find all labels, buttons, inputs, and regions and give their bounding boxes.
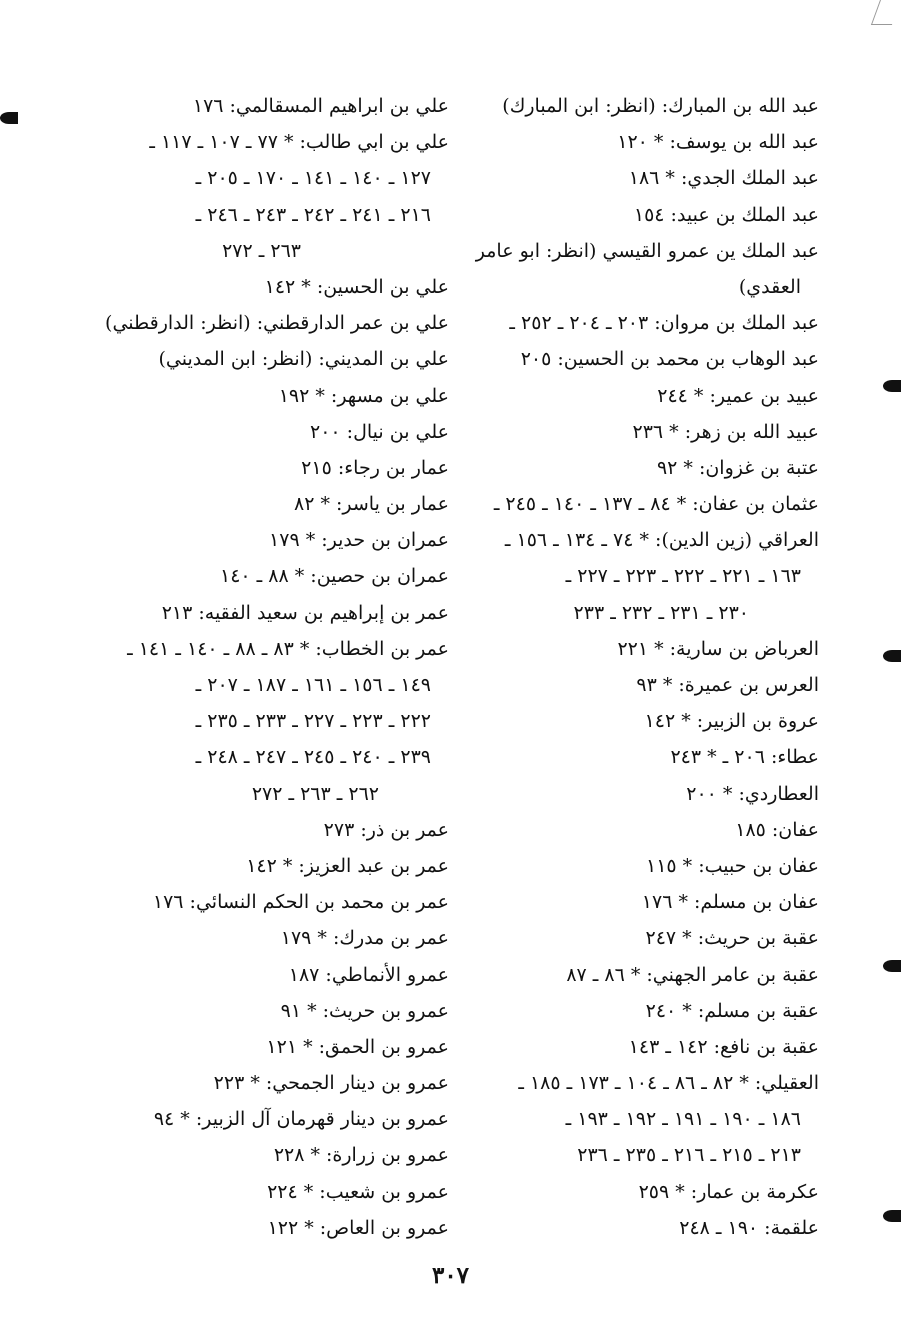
index-entry-continuation: ٢٢٢ ـ ٢٢٣ ـ ٢٢٧ ـ ٢٣٣ ـ ٢٣٥ ـ xyxy=(195,710,431,733)
index-entry: عبد الله بن يوسف: * ١٢٠ xyxy=(617,131,819,154)
index-entry: عمرو بن دينار الجمحي: * ٢٢٣ xyxy=(213,1072,449,1095)
index-entry: العرباض بن سارية: * ٢٢١ xyxy=(617,637,819,660)
index-entry: علقمة: ١٩٠ ـ ٢٤٨ xyxy=(679,1216,819,1239)
index-entry: العقيلي: * ٨٢ ـ ٨٦ ـ ١٠٤ ـ ١٧٣ ـ ١٨٥ ـ xyxy=(518,1072,819,1095)
binding-mark xyxy=(0,112,18,124)
index-entry: علي بن المديني: (انظر: ابن المديني) xyxy=(158,348,449,371)
binding-mark xyxy=(883,960,901,972)
index-entry: علي بن نيال: ٢٠٠ xyxy=(310,420,449,443)
index-entry-continuation: ٢٦٢ ـ ٢٦٣ ـ ٢٧٢ xyxy=(251,782,379,805)
index-entry: عمر بن عبد العزيز: * ١٤٢ xyxy=(246,854,449,877)
index-entry: عقبة بن حريث: * ٢٤٧ xyxy=(645,927,819,950)
index-entry: عمران بن حصين: * ٨٨ ـ ١٤٠ xyxy=(220,565,449,588)
index-entry: عمرو بن دينار قهرمان آل الزبير: * ٩٤ xyxy=(153,1108,449,1131)
index-entry: عمار بن رجاء: ٢١٥ xyxy=(301,456,449,479)
index-entry: العرس بن عميرة: * ٩٣ xyxy=(636,674,819,696)
index-entry: عمر بن إبراهيم بن سعيد الفقيه: ٢١٣ xyxy=(161,601,449,624)
index-entry: عروة بن الزبير: * ١٤٢ xyxy=(644,710,819,733)
index-entry-continuation: ١٦٣ ـ ٢٢١ ـ ٢٢٢ ـ ٢٢٣ ـ ٢٢٧ ـ xyxy=(565,565,801,588)
index-entry: عبيد الله بن زهر: * ٢٣٦ xyxy=(632,420,819,443)
index-column-right xyxy=(475,88,819,1246)
index-entry: عمرو بن شعيب: * ٢٢٤ xyxy=(267,1180,449,1203)
index-entry: عقبة بن نافع: ١٤٢ ـ ١٤٣ xyxy=(628,1035,819,1058)
index-entry: عبد الله بن المبارك: (انظر: ابن المبارك) xyxy=(502,95,819,117)
index-entry: عفان بن مسلم: * ١٧٦ xyxy=(641,891,819,914)
index-entry: علي بن عمر الدارقطني: (انظر: الدارقطني) xyxy=(105,312,449,335)
index-entry: علي بن الحسين: * ١٤٢ xyxy=(264,275,449,298)
index-entry: عمرو بن حريث: * ٩١ xyxy=(280,999,449,1022)
index-entry: عمر بن ذر: ٢٧٣ xyxy=(323,818,449,841)
index-entry: علي بن مسهر: * ١٩٢ xyxy=(278,384,449,407)
index-entry: عفان بن حبيب: * ١١٥ xyxy=(646,854,819,877)
binding-mark xyxy=(883,1210,901,1222)
index-entry: عمرو بن الحمق: * ١٢١ xyxy=(266,1035,449,1058)
index-entry: عبد الوهاب بن محمد بن الحسين: ٢٠٥ xyxy=(520,348,819,371)
index-entry: عبيد بن عمير: * ٢٤٤ xyxy=(657,384,819,407)
index-entry: عطاء: ٢٠٦ ـ * ٢٤٣ xyxy=(670,746,819,769)
index-entry-continuation: ٢٣٠ ـ ٢٣١ ـ ٢٣٢ ـ ٢٣٣ xyxy=(573,601,749,624)
binding-mark xyxy=(883,380,901,392)
index-entry: عقبة بن مسلم: * ٢٤٠ xyxy=(645,999,819,1022)
index-entry: عمرو بن زرارة: * ٢٢٨ xyxy=(273,1144,449,1167)
index-entry: عمران بن حدير: * ١٧٩ xyxy=(269,529,449,552)
index-entry-continuation: ٢٣٩ ـ ٢٤٠ ـ ٢٤٥ ـ ٢٤٧ ـ ٢٤٨ ـ xyxy=(195,746,431,769)
index-entry-continuation: ٢١٦ ـ ٢٤١ ـ ٢٤٢ ـ ٢٤٣ ـ ٢٤٦ ـ xyxy=(195,203,431,226)
index-entry: عثمان بن عفان: * ٨٤ ـ ١٣٧ ـ ١٤٠ ـ ٢٤٥ ـ xyxy=(493,493,819,516)
index-entry: عمرو الأنماطي: ١٨٧ xyxy=(288,963,449,986)
binding-mark xyxy=(883,650,901,662)
index-entry: علي بن ابي طالب: * ٧٧ ـ ١٠٧ ـ ١١٧ ـ xyxy=(149,131,449,154)
index-entry: عمرو بن العاص: * ١٢٢ xyxy=(267,1216,449,1239)
index-entry: عتبة بن غزوان: * ٩٢ xyxy=(656,456,819,479)
index-entry-continuation: ٢١٣ ـ ٢١٥ ـ ٢١٦ ـ ٢٣٥ ـ ٢٣٦ xyxy=(577,1144,801,1167)
index-column-left xyxy=(107,88,449,1246)
index-entry-continuation: ١٤٩ ـ ١٥٦ ـ ١٦١ ـ ١٨٧ ـ ٢٠٧ ـ xyxy=(195,674,431,696)
index-entry-continuation: ٢٦٣ ـ ٢٧٢ xyxy=(222,239,301,262)
index-entry: علي بن ابراهيم المسقالمي: ١٧٦ xyxy=(192,95,449,117)
index-entry: عمر بن الخطاب: * ٨٣ ـ ٨٨ ـ ١٤٠ ـ ١٤١ ـ xyxy=(127,637,449,660)
index-entry: عبد الملك ين عمرو القيسي (انظر: ابو عامر xyxy=(475,239,819,262)
page-corner-mark xyxy=(871,0,901,25)
index-entry: عبد الملك بن عبيد: ١٥٤ xyxy=(633,203,819,226)
index-entry: عبد الملك الجدي: * ١٨٦ xyxy=(628,167,819,190)
index-entry-continuation: العقدي) xyxy=(738,275,801,298)
index-entry-continuation: ١٨٦ ـ ١٩٠ ـ ١٩١ ـ ١٩٢ ـ ١٩٣ ـ xyxy=(565,1108,801,1131)
page-number: ٣٠٧ xyxy=(431,1262,470,1289)
index-entry-continuation: ١٢٧ ـ ١٤٠ ـ ١٤١ ـ ١٧٠ ـ ٢٠٥ ـ xyxy=(195,167,431,190)
index-entry: عفان: ١٨٥ xyxy=(735,818,819,841)
index-entry: عقبة بن عامر الجهني: * ٨٦ ـ ٨٧ xyxy=(566,963,819,986)
index-entry: عمار بن ياسر: * ٨٢ xyxy=(294,493,449,516)
index-entry: عمر بن مدرك: * ١٧٩ xyxy=(280,927,449,950)
index-entry: عبد الملك بن مروان: ٢٠٣ ـ ٢٠٤ ـ ٢٥٢ ـ xyxy=(509,312,819,335)
index-entry: العراقي (زين الدين): * ٧٤ ـ ١٣٤ ـ ١٥٦ ـ xyxy=(504,529,819,552)
index-entry: العطاردي: * ٢٠٠ xyxy=(686,782,819,805)
index-entry: عكرمة بن عمار: * ٢٥٩ xyxy=(638,1180,819,1203)
index-entry: عمر بن محمد بن الحكم النسائي: ١٧٦ xyxy=(152,891,449,914)
